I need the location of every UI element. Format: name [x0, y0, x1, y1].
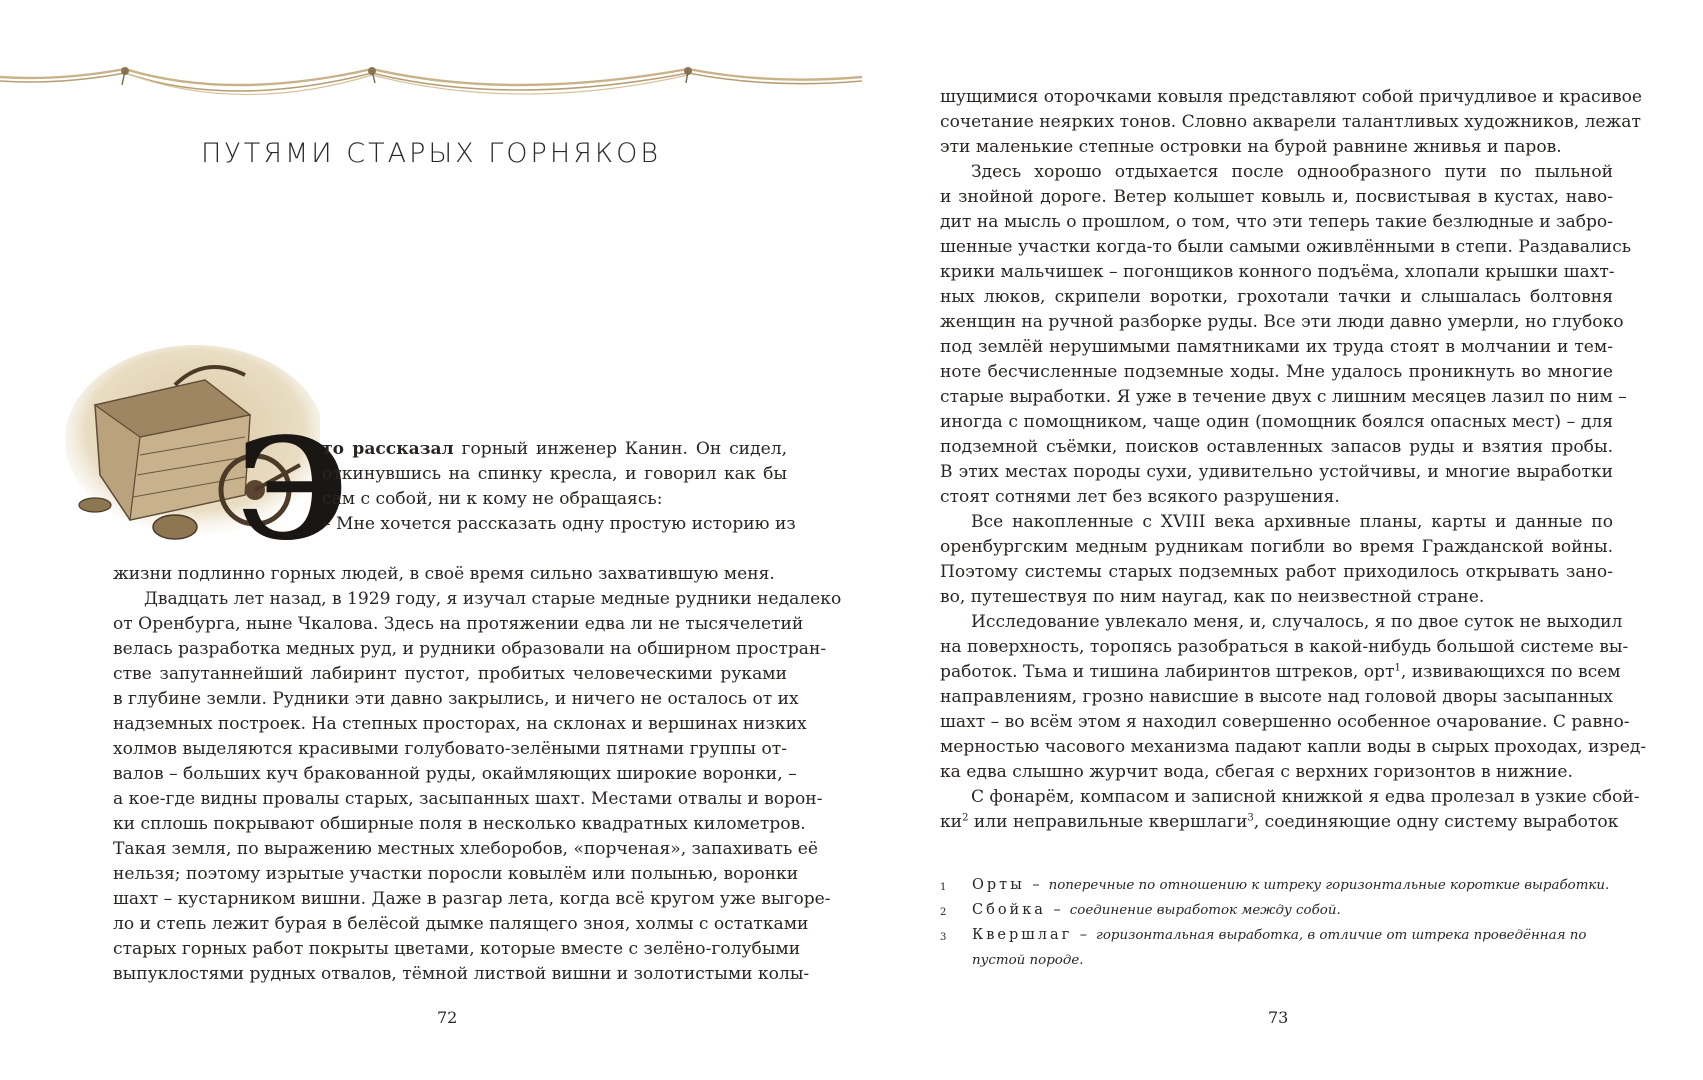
text-line: направлениям, грозно нависшие в высоте над головой дворы засыпанных	[940, 687, 1613, 707]
text-line: Двадцать лет назад, в 1929 году, я изучал старые медные рудники недалеко	[144, 589, 842, 609]
chapter-title: ПУТЯМИ СТАРЫХ ГОРНЯКОВ	[200, 138, 662, 169]
opening-paragraph-top	[322, 437, 796, 537]
footnote-mark: 1	[1394, 662, 1401, 674]
text-line: от Оренбурга, ныне Чкалова. Здесь на протяжении едва ли не тысячелетий	[113, 614, 804, 634]
text-line: Такая земля, по выражению местных хлеборобов, «порченая», запахивать её	[113, 839, 818, 859]
text-line: Поэтому системы старых подземных работ приходилось открывать зано-	[940, 562, 1613, 582]
footnote-mark: 3	[1247, 812, 1254, 824]
text-line: выпуклостями рудных отвалов, тёмной листвой вишни и золотистыми колы-	[113, 964, 810, 984]
text-line: сочетание неярких тонов. Словно акварели талантливых художников, лежат	[940, 112, 1641, 132]
page-number-right: 73	[1268, 1008, 1289, 1027]
text-line: шущимися оторочками ковыля представляют собой причудливое и красивое	[940, 87, 1643, 107]
left-body-text	[113, 562, 842, 987]
text-line: подземной съёмки, поисков оставленных запасов руды и взятия пробы.	[940, 437, 1613, 457]
text-line: работок. Тьма и тишина лабиринтов штреков, орт$^1$, извивающихся по всем	[940, 662, 1621, 682]
text-line: откинувшись на спинку кресла, и говорил как бы	[322, 464, 787, 484]
text-line: надземных построек. На степных просторах, на склонах и вершинах низких	[113, 714, 807, 734]
drop-cap-letter: Э	[237, 408, 349, 572]
text-line: ных люков, скрипели воротки, грохотали тачки и слышалась болтовня	[940, 287, 1613, 307]
text-line: на поверхность, торопясь разобраться в какой-нибудь большой системе вы-	[940, 637, 1629, 657]
rope-garland-illustration	[0, 55, 862, 125]
text-line: женщин на ручной разборке руды. Все эти люди давно умерли, но глубоко	[940, 312, 1624, 332]
text-line: валов – больших куч бракованной руды, окаймляющих широкие воронки, –	[113, 764, 797, 784]
text-line: шахт – во всём этом я находил совершенно особенное очарование. С равно-	[940, 712, 1630, 732]
text-line: оренбургским медным рудникам погибли во время Гражданской войны.	[940, 537, 1613, 557]
text-line: во, путешествуя по ним наугад, как по неизвестной стране.	[940, 587, 1485, 607]
right-body-text	[940, 85, 1647, 835]
text-line: крики мальчишек – погонщиков конного подъёма, хлопали крышки шахт-	[940, 262, 1615, 282]
text-line: под землёй нерушимыми памятниками их труда стоят в молчании и тем-	[940, 337, 1613, 357]
text-line: мерностью часового механизма падают капли воды в сырых проходах, изред-	[940, 737, 1647, 757]
footnote-3: 3 Квершлаг – горизонтальная выработка, в отличие от штрека проведённая по	[940, 927, 1587, 943]
page-number-left: 72	[437, 1008, 458, 1027]
text-line: то рассказал горный инженер Канин. Он сидел,	[322, 439, 788, 459]
text-line: в глубине земли. Рудники эти давно закрылись, и ничего не осталось от их	[113, 689, 799, 709]
text-line: С фонарём, компасом и записной книжкой я едва пролезал в узкие сбой-	[971, 787, 1640, 807]
text-line: стве запутаннейший лабиринт пустот, пробитых человеческими руками	[113, 664, 787, 684]
text-line: ка едва слышно журчит вода, сбегая с верхних горизонтов в нижние.	[940, 762, 1573, 782]
text-line: ноте бесчисленные подземные ходы. Мне удалось проникнуть во многие	[940, 362, 1613, 382]
lead-in-bold: то рассказал	[322, 439, 454, 459]
text-line: шенные участки когда-то были самыми оживлёнными в степи. Раздавались	[940, 237, 1632, 257]
footnote-2: 2 Сбойка – соединение выработок между собой.	[940, 902, 1341, 918]
text-line: иногда с помощником, чаще один (помощник боялся опасных мест) – для	[940, 412, 1613, 432]
text-line: В этих местах породы сухи, удивительно устойчивы, и многие выработки	[940, 462, 1613, 482]
text-line: – Мне хочется рассказать одну простую историю из	[322, 514, 796, 534]
text-line: старые выработки. Я уже в течение двух с лишним месяцев лазил по ним –	[940, 387, 1627, 407]
text-line: жизни подлинно горных людей, в своё время сильно захватившую меня.	[113, 564, 775, 584]
text-line: и знойной дороге. Ветер колышет ковыль и, посвистывая в кустах, наво-	[940, 187, 1613, 207]
text-line: велась разработка медных руд, и рудники образовали на обширном простран-	[113, 639, 827, 659]
text-line: дит на мысль о прошлом, о том, что эти теперь такие безлюдные и забро-	[940, 212, 1613, 232]
text-line: эти маленькие степные островки на бурой равнине жнивья и паров.	[940, 137, 1562, 157]
text-line: стоят сотнями лет без всякого разрушения.	[940, 487, 1340, 507]
footnote-1: 1 Орты – поперечные по отношению к штреку горизонтальные короткие выработки.	[940, 877, 1610, 893]
footnote-3-continuation: пустой породе.	[972, 953, 1084, 968]
text-line: шахт – кустарником вишни. Даже в разгар лета, когда всё кругом уже выгоре-	[113, 889, 831, 909]
text-line: ки сплошь покрывают обширные поля в несколько квадратных километров.	[113, 814, 806, 834]
text-line: $ки^2$ или неправильные квершлаги$^3$, соединяющие одну систему выработок	[940, 812, 1619, 832]
text-line: сам с собой, ни к кому не обращаясь:	[322, 489, 663, 509]
text-line: нельзя; поэтому изрытые участки поросли ковылём или полынью, воронки	[113, 864, 799, 884]
text-line: Все накопленные с XVIII века архивные планы, карты и данные по	[971, 512, 1613, 532]
footnotes	[940, 874, 1613, 972]
footnote-mark: 2	[962, 812, 969, 824]
text-line: а кое-где видны провалы старых, засыпанных шахт. Местами отвалы и ворон-	[113, 789, 823, 809]
text-line: ло и степь лежит бурая в белёсой дымке палящего зноя, холмы с остатками	[113, 914, 809, 934]
text-line: Здесь хорошо отдыхается после однообразного пути по пыльной	[971, 162, 1613, 182]
text-line: холмов выделяются красивыми голубовато-зелёными пятнами группы от-	[113, 739, 787, 759]
text-line: Исследование увлекало меня, и, случалось, я по двое суток не выходил	[971, 612, 1623, 632]
text-line: старых горных работ покрыты цветами, которые вместе с зелёно-голубыми	[113, 939, 801, 959]
